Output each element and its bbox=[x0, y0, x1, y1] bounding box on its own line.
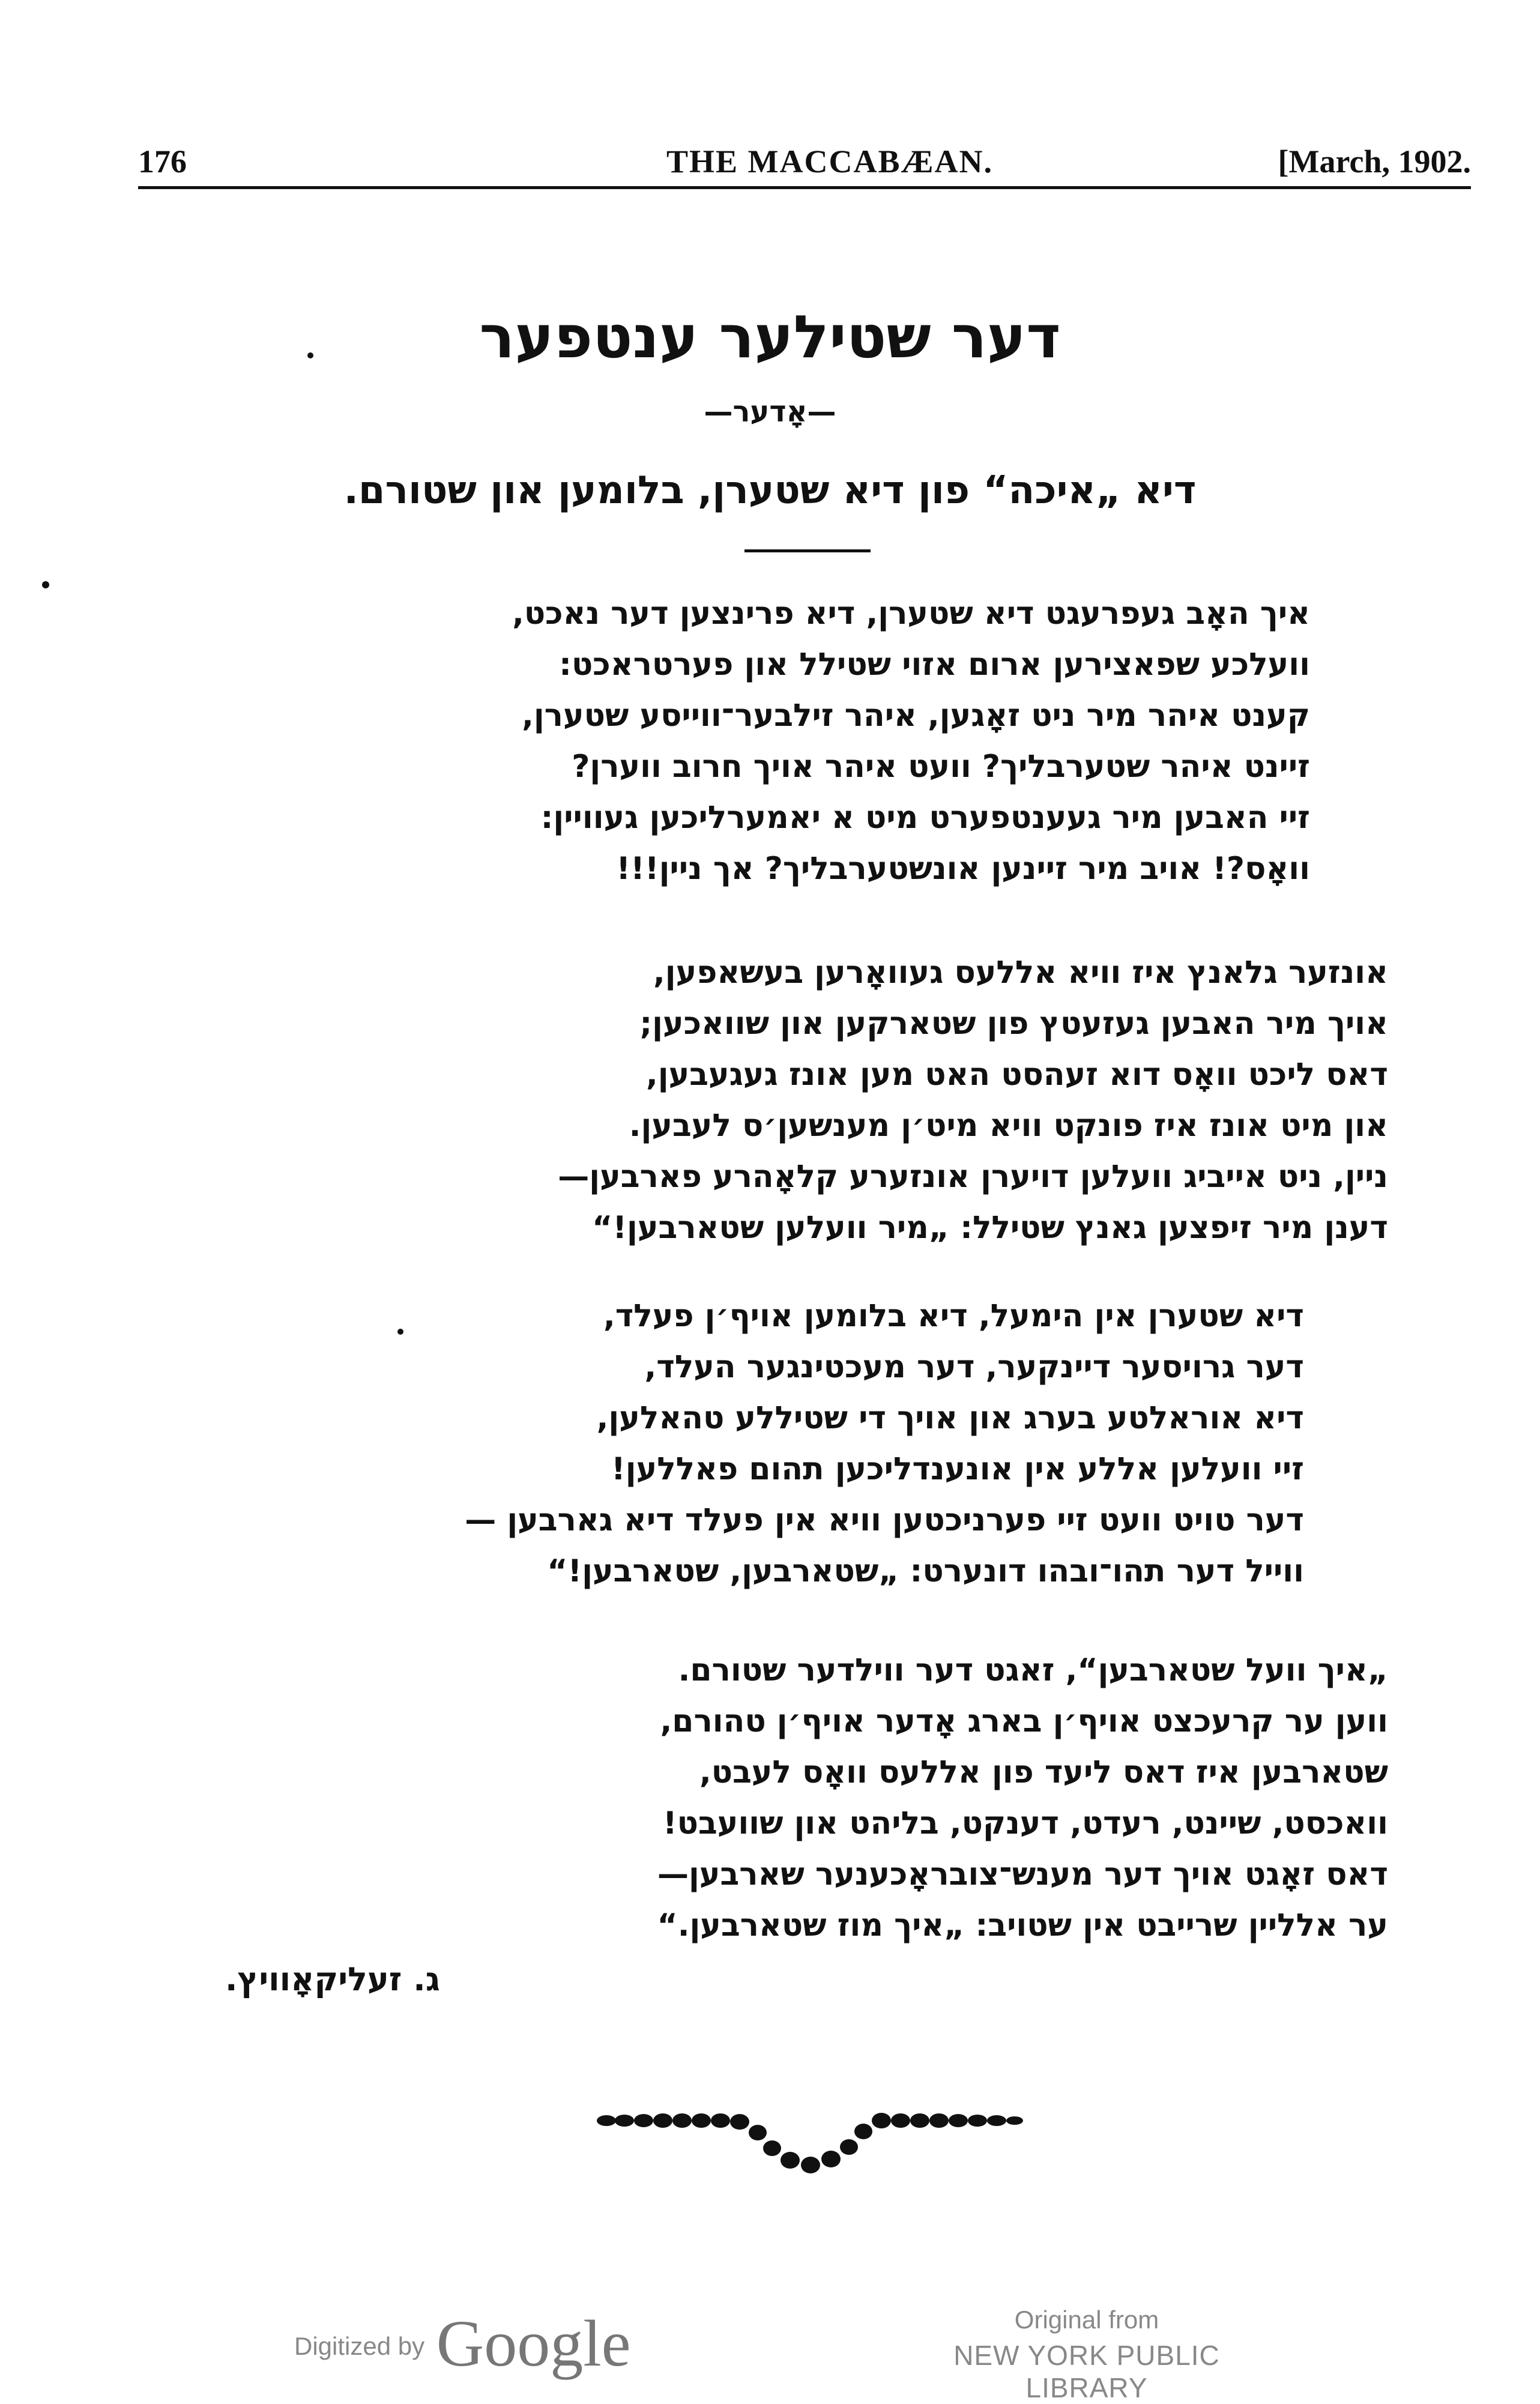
library-name: NEW YORK PUBLIC LIBRARY bbox=[953, 2340, 1220, 2403]
title-rule bbox=[744, 549, 871, 552]
poem-line: דאס ליכט וואָס דוא זעהסט האט מען אונז געגעבען, bbox=[646, 1057, 1388, 1093]
poem-line: דיא אוראלטע בערג און אויך די שטיללע טהאלען, bbox=[596, 1400, 1304, 1436]
poem-line: דאס זאָגט אויך דער מענש־צובראָכענער שארבען— bbox=[657, 1856, 1388, 1892]
poem-line: ניין, ניט אייביג וועלען דויערן אונזערע קלאָהרע פארבען— bbox=[558, 1159, 1388, 1195]
poem-line: דער גרויסער דיינקער, דער מעכטינגער העלד, bbox=[644, 1349, 1304, 1385]
poem-line: דיא שטערן אין הימעל, דיא בלומען אויף׳ן פעלד, bbox=[603, 1298, 1304, 1334]
issue-date: [March, 1902. bbox=[1278, 143, 1471, 180]
poem-subtitle: דיא „איכה“ פון דיא שטערן, בלומען און שטורם. bbox=[343, 468, 1197, 513]
digitized-by-google bbox=[294, 2306, 631, 2382]
poem-line: קענט איהר מיר ניט זאָגען, איהר זילבער־ווייסע שטערן, bbox=[522, 698, 1310, 734]
poem-title: דער שטילער ענטפער bbox=[479, 303, 1061, 372]
poem-line: וואכסט, שיינט, רעדט, דענקט, בליהט און שוועבט! bbox=[662, 1805, 1388, 1841]
running-header bbox=[138, 132, 1471, 189]
poem-line: ווען ער קרעכצט אויף׳ן בארג אָדער אויף׳ן טהורם, bbox=[660, 1703, 1388, 1739]
poem-line: זיי וועלען אללע אין אונענדליכען תהום פאללען! bbox=[611, 1451, 1304, 1487]
scan-speck bbox=[397, 1329, 403, 1335]
poem-line: וואָס?! אויב מיר זיינען אונשטערבליך? אך ניין!!! bbox=[616, 851, 1310, 887]
poem-line: און מיט אונז איז פונקט וויא מיט׳ן מענשען׳ס לעבען. bbox=[629, 1108, 1388, 1144]
poem-line: זיי האבען מיר געענטפערט מיט א יאמערליכען געוויין: bbox=[540, 800, 1310, 836]
page-number: 176 bbox=[138, 143, 187, 180]
poem-line: „איך וועל שטארבען“, זאגט דער ווילדער שטורם. bbox=[678, 1652, 1388, 1688]
poem-line: דענן מיר זיפצען גאנץ שטילל: „מיר וועלען שטארבען!“ bbox=[592, 1210, 1388, 1246]
google-logo: Google bbox=[436, 2307, 631, 2380]
digitized-by-label: Digitized by bbox=[294, 2332, 425, 2360]
scan-speck bbox=[42, 581, 49, 588]
poem-line: דער טויט וועט זיי פערניכטען וויא אין פעלד דיא גארבען — bbox=[465, 1502, 1304, 1538]
scan-speck bbox=[307, 352, 313, 358]
poem-line: אונזער גלאנץ איז וויא אללעס געוואָרען בעשאפען, bbox=[653, 955, 1388, 991]
author-signature: ג. זעליקאָוויץ. bbox=[225, 1960, 440, 1998]
poem-line: ער אלליין שרייבט אין שטויב: „איך מוז שטארבען.“ bbox=[657, 1907, 1388, 1943]
poem-line: שטארבען איז דאס ליעד פון אללעס וואָס לעבט, bbox=[699, 1754, 1388, 1790]
poem-line: ווייל דער תהו־ובהו דונערט: „שטארבען, שטארבען!“ bbox=[547, 1553, 1304, 1589]
poem-line: זיינט איהר שטערבליך? וועט איהר אויך חרוב ווערן? bbox=[572, 749, 1310, 785]
poem-line: אויך מיר האבען געזעטץ פון שטארקען און שוואכען; bbox=[639, 1006, 1388, 1042]
ornament-divider-icon bbox=[594, 2095, 1027, 2185]
stanza-2 bbox=[247, 947, 1388, 1254]
stanza-1 bbox=[169, 588, 1310, 895]
stanza-4 bbox=[247, 1645, 1388, 1951]
original-from-label: Original from bbox=[1014, 2306, 1159, 2334]
poem-line: איך האָב געפרעגט דיא שטערן, דיא פרינצען דער נאכט, bbox=[512, 596, 1310, 632]
journal-title: THE MACCABÆAN. bbox=[666, 143, 994, 180]
library-credit bbox=[895, 2306, 1279, 2404]
poem-line: וועלכע שפאצירען ארום אזוי שטילל און פערטראכט: bbox=[559, 647, 1310, 683]
poem-or-line: —אָדער— bbox=[704, 395, 836, 429]
stanza-3 bbox=[103, 1291, 1304, 1597]
